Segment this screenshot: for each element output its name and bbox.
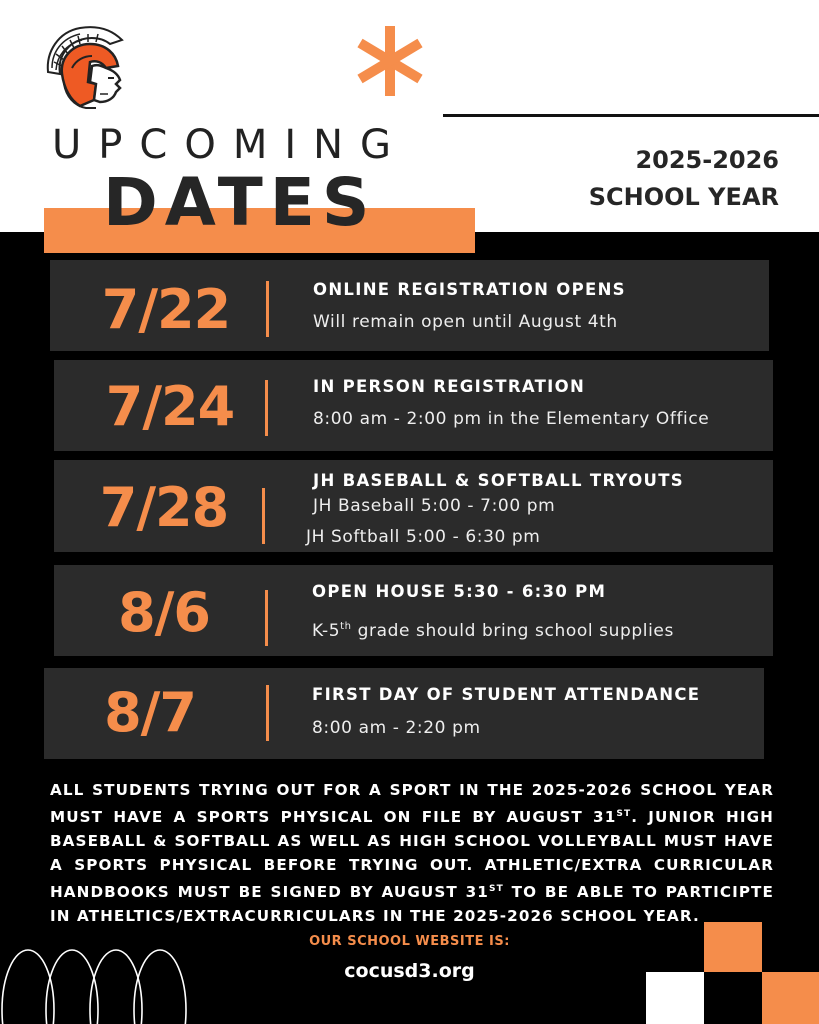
event-date: 7/22 (101, 278, 231, 341)
event-detail: 8:00 am - 2:20 pm (312, 718, 481, 738)
sports-physical-notice (50, 778, 774, 928)
notice-superscript-1: ST (616, 809, 632, 819)
event-detail: JH Baseball 5:00 - 7:00 pm (313, 496, 556, 516)
event-date: 7/28 (99, 476, 229, 539)
event-detail: JH Softball 5:00 - 6:30 pm (306, 527, 541, 547)
event-divider (262, 488, 265, 544)
decorative-ellipses (0, 940, 200, 1024)
notice-part-3: TO BE ABLE TO PARTICIPTE IN ATHELTICS/EXTRACURRICULARS IN THE 2025-2026 SCHOOL YEAR. (50, 883, 774, 925)
event-divider (265, 380, 268, 436)
event-title: JH BASEBALL & SOFTBALL TRYOUTS (313, 471, 684, 490)
event-divider (266, 685, 269, 741)
grade-note: grade should bring school supplies (351, 621, 674, 641)
school-year-label (589, 142, 779, 216)
dates-heading: DATES (103, 164, 377, 241)
event-detail: 8:00 am - 2:00 pm in the Elementary Office (313, 409, 710, 429)
decor-square-orange (762, 972, 819, 1024)
event-card-8-7 (44, 668, 764, 759)
event-detail: Will remain open until August 4th (313, 312, 618, 332)
event-divider (265, 590, 268, 646)
header-divider-line (443, 114, 819, 117)
event-date: 8/7 (104, 681, 196, 744)
event-title: IN PERSON REGISTRATION (313, 377, 586, 396)
notice-part-2: . JUNIOR HIGH BASEBALL & SOFTBALL AS WELL AS HIGH SCHOOL VOLLEYBALL MUST HAVE A SPORTS PHYSICAL BEFORE TRYING OUT. ATHLETIC/EXTRA CURRICULAR HANDBOOKS MUST BE SIGNED BY AUGUST 31 (50, 808, 774, 901)
grade-suffix: th (340, 621, 352, 632)
event-divider (266, 281, 269, 337)
school-year-text: SCHOOL YEAR (588, 183, 779, 211)
decor-square-white (646, 972, 704, 1024)
event-card-8-6 (54, 565, 773, 656)
event-card-7-22 (50, 260, 769, 351)
upcoming-heading: UPCOMING (52, 122, 409, 168)
notice-part-1: ALL STUDENTS TRYING OUT FOR A SPORT IN THE 2025-2026 SCHOOL YEAR MUST HAVE A SPORTS PHYSICAL ON FILE BY AUGUST 31 (50, 781, 774, 826)
decor-square-orange (704, 922, 762, 972)
event-title: FIRST DAY OF STUDENT ATTENDANCE (312, 685, 701, 704)
event-date: 7/24 (105, 375, 235, 438)
school-year-range: 2025-2026 (635, 146, 779, 174)
event-detail (312, 621, 674, 641)
event-title: OPEN HOUSE 5:30 - 6:30 PM (312, 582, 607, 601)
website-link[interactable]: cocusd3.org (344, 960, 475, 982)
asterisk-icon (352, 26, 428, 96)
event-card-7-28 (54, 460, 773, 552)
trojan-helmet-logo-icon (40, 22, 140, 112)
grade-range: K-5 (312, 621, 341, 641)
notice-superscript-2: ST (488, 884, 504, 894)
website-label: OUR SCHOOL WEBSITE IS: (309, 934, 510, 949)
event-card-7-24 (54, 360, 773, 451)
event-date: 8/6 (118, 581, 210, 644)
event-title: ONLINE REGISTRATION OPENS (313, 280, 626, 299)
